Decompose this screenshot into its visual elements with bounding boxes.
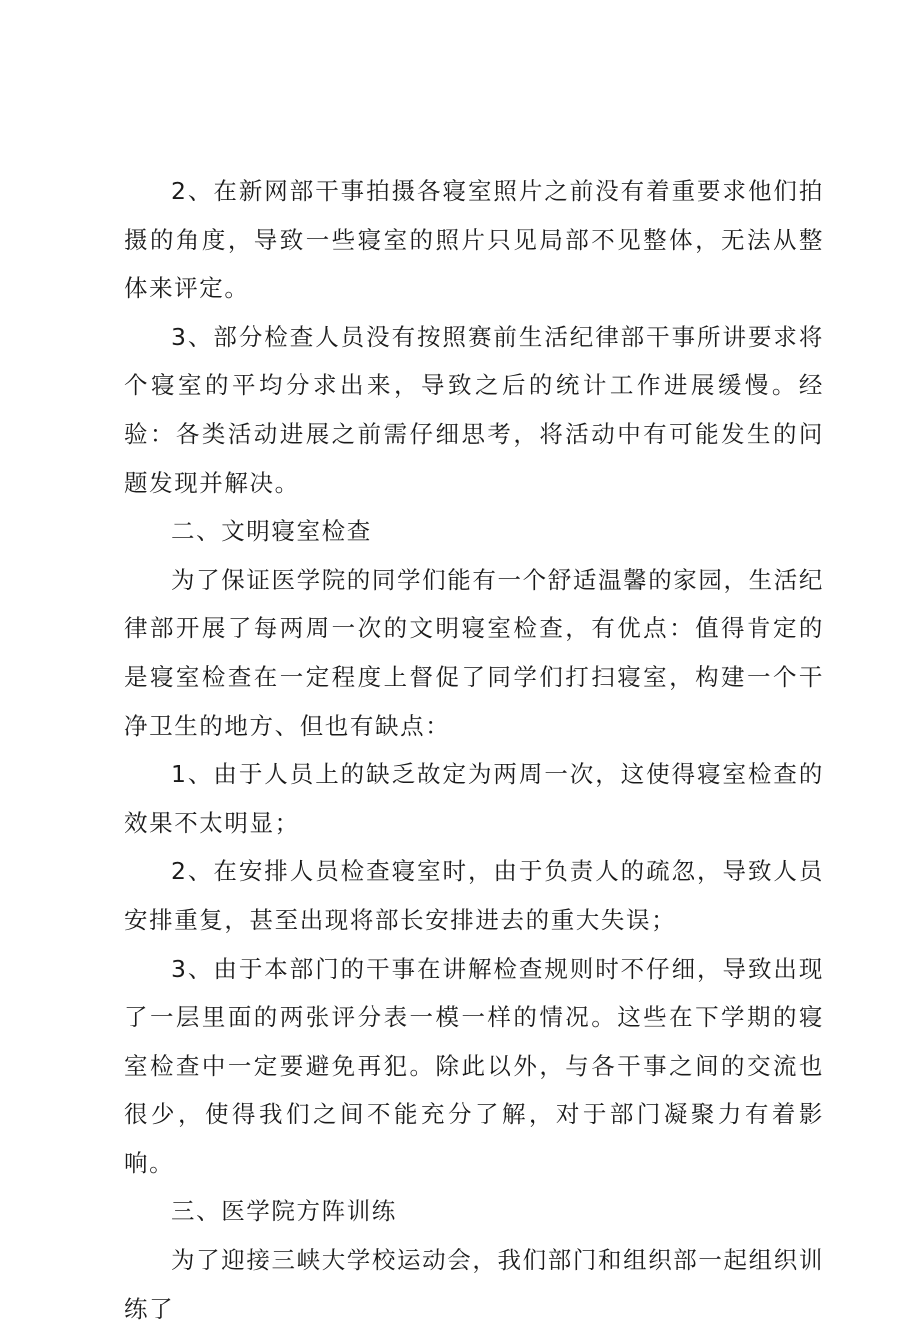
paragraph-dorm-inspection-intro: 为了保证医学院的同学们能有一个舒适温馨的家园，生活纪律部开展了每两周一次的文明寝室检查，有优点：值得肯定的是寝室检查在一定程度上督促了同学们打扫寝室，构建一个干净卫生的地方、但也有缺点：	[124, 565, 824, 740]
section-heading-phalanx-training: 三、医学院方阵训练	[171, 1197, 397, 1226]
paragraph-camera-angle-issue: 2、在新网部干事拍摄各寝室照片之前没有着重要求他们拍摄的角度，导致一些寝室的照片只见局部不见整体，无法从整体来评定。	[124, 177, 824, 303]
paragraph-average-score-issue: 3、部分检查人员没有按照赛前生活纪律部干事所讲要求将个寝室的平均分求出来，导致之后的统计工作进展缓慢。经验：各类活动进展之前需仔细思考，将活动中有可能发生的问题发现并解决。	[124, 322, 824, 497]
paragraph-rule-explanation: 3、由于本部门的干事在讲解检查规则时不仔细，导致出现了一层里面的两张评分表一模一样的情况。这些在下学期的寝室检查中一定要避免再犯。除此以外，与各干事之间的交流也很少，使得我们之间不能充分了解，对于部门凝聚力有着影响。	[124, 954, 824, 1177]
paragraph-scheduling-error: 2、在安排人员检查寝室时，由于负责人的疏忽，导致人员安排重复，甚至出现将部长安排进去的重大失误；	[124, 857, 824, 934]
document-body	[124, 167, 824, 1333]
paragraph-sports-meet: 为了迎接三峡大学校运动会，我们部门和组织部一起组织训练了	[124, 1246, 824, 1323]
paragraph-staff-shortage: 1、由于人员上的缺乏故定为两周一次，这使得寝室检查的效果不太明显；	[124, 760, 824, 837]
section-heading-dorm-inspection: 二、文明寝室检查	[171, 517, 372, 546]
